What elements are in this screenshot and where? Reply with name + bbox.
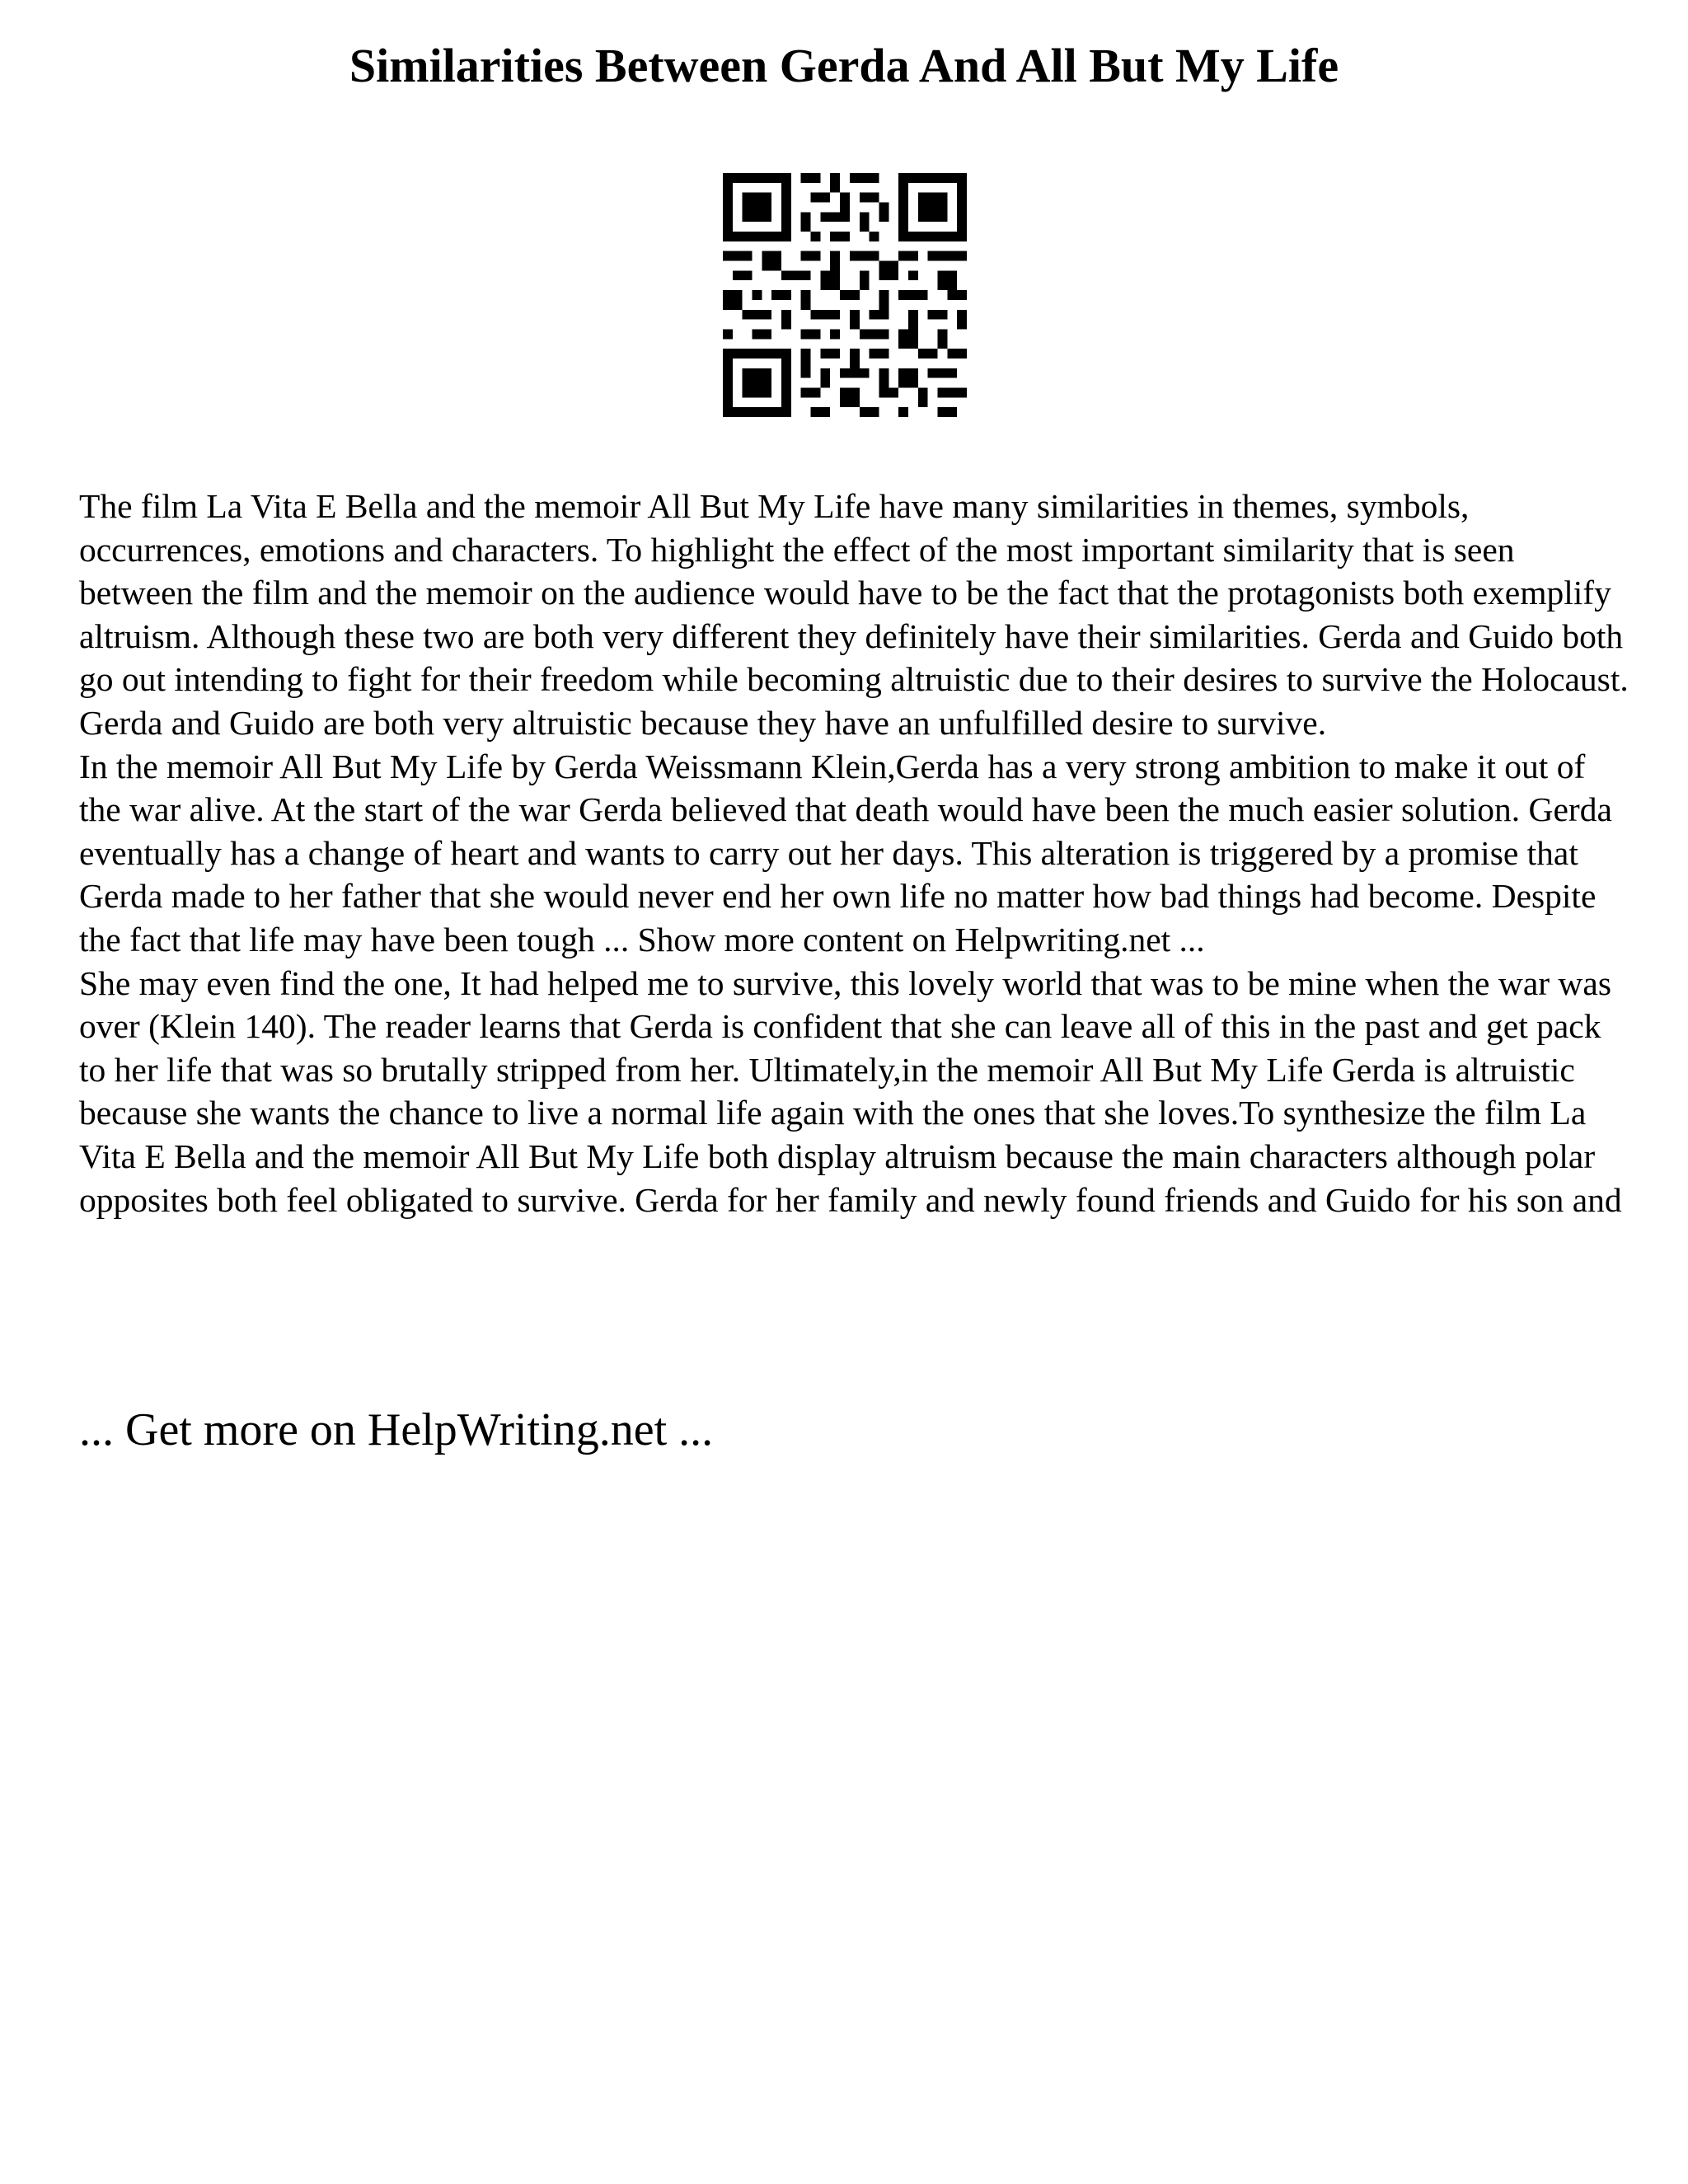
paragraph: She may even find the one, It had helped me to survive, this lovely world that was to be mine when the war was over (Klein 140). The reader learns that Gerda is confident that she can leave all of this in the past and get pack to her life that was so brutally stripped from her. Ultimately,in the memoir All But My Life Gerda is altruistic because she wants the chance to live a normal life again with the ones that she loves.To synthesize the film La Vita E Bella and the memoir All But My Life both display altruism because the main characters although polar opposites both feel obligated to survive. Gerda for her family and newly found friends and Guido for his son and: [79, 963, 1622, 1219]
get-more-link[interactable]: ... Get more on HelpWriting.net ...: [79, 1404, 714, 1455]
paragraph: In the memoir All But My Life by Gerda Weissmann Klein,Gerda has a very strong ambition to make it out of the war alive. At the start of the war Gerda believed that death would have been the much easier solution. Gerda eventually has a change of heart and wants to carry out her days. This alteration is triggered by a promise that Gerda made to her father that she would never end her own life no matter how bad things had become. Despite the fact that life may have been tough ... Show more content on Helpwriting.net ...: [79, 747, 1612, 958]
qr-code-graphic: [723, 173, 967, 417]
page-title: Similarities Between Gerda And All But My Life: [349, 39, 1339, 92]
qr-code-icon: [723, 173, 967, 417]
body-text: [79, 485, 1629, 1221]
paragraph: The film La Vita E Bella and the memoir All But My Life have many similarities in themes, symbols, occurrences, emotions and characters. To highlight the effect of the most important similarity that is seen between the film and the memoir on the audience would have to be the fact that the protagonists both exemplify altruism. Although these two are both very different they definitely have their similarities. Gerda and Guido both go out intending to fight for their freedom while becoming altruistic due to their desires to survive the Holocaust. Gerda and Guido are both very altruistic because they have an unfulfilled desire to survive.: [79, 487, 1629, 742]
